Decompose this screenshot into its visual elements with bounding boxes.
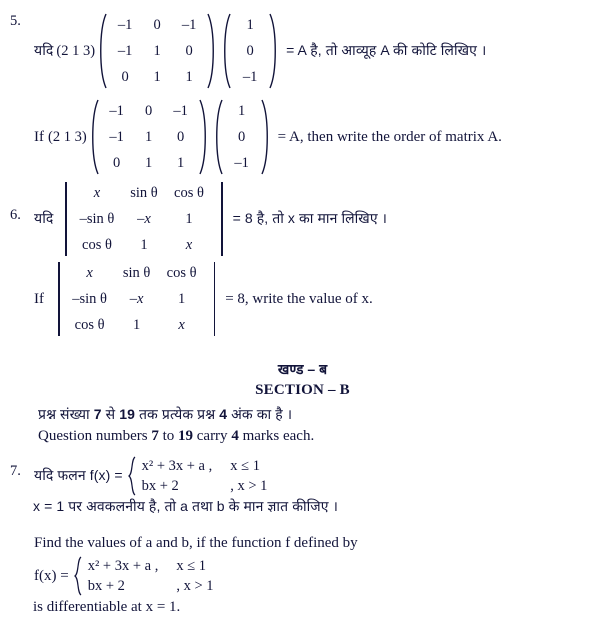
question-7-hindi-lead: यदि फलन f(x) = <box>34 467 123 484</box>
matrix-cell: –1 <box>234 154 249 171</box>
section-hindi-title: खण्ड – ब <box>277 361 328 377</box>
determinant-bar <box>221 182 223 256</box>
left-paren-icon <box>95 12 108 90</box>
determinant-cell: –x <box>129 290 144 307</box>
question-6-english-line <box>34 262 387 336</box>
question-7-english-piecewise <box>73 556 214 596</box>
matrix-cell: 0 <box>238 128 246 145</box>
question-7-number: 7. <box>10 463 21 479</box>
question-6-hindi-line <box>34 182 387 256</box>
case-expression: bx + 2 <box>87 577 125 594</box>
question-6-english-lead: If <box>34 290 44 307</box>
instruction-number: 4 <box>219 406 228 422</box>
instruction-text: to <box>158 428 178 444</box>
instruction-number: 7 <box>93 406 102 422</box>
instruction-text: Question numbers <box>38 428 152 444</box>
case-expression: x² + 3x + a , <box>141 457 213 474</box>
case-condition: x ≤ 1 <box>230 457 260 474</box>
instruction-number: 7 <box>151 428 159 444</box>
determinant-cell: 1 <box>177 290 186 307</box>
determinant-cell: x <box>178 316 185 333</box>
determinant-cell: cos θ <box>166 264 197 281</box>
determinant-cell: 1 <box>140 236 148 253</box>
matrix-cell: –1 <box>242 68 258 85</box>
matrix-cell: 1 <box>185 68 193 85</box>
instruction-text: carry <box>193 428 232 444</box>
determinant-cell: sin θ <box>130 184 158 201</box>
matrix-cell: 1 <box>153 42 161 59</box>
question-5-english-matrix3 <box>87 98 211 176</box>
question-7-english-line <box>34 556 358 596</box>
instruction-text: marks each. <box>238 428 315 444</box>
question-6-hindi-tail: = 8 है, तो x का मान लिखिए । <box>232 210 388 227</box>
matrix-cell: 0 <box>113 154 121 171</box>
question-7-english-intro: Find the values of a and b, if the function f defined by <box>34 534 358 551</box>
right-paren-icon <box>260 98 273 176</box>
matrix-cell: –1 <box>173 102 188 119</box>
matrix-cell: 0 <box>246 42 254 59</box>
piecewise-cases <box>136 456 268 496</box>
determinant-cells <box>66 260 204 338</box>
case-condition: x ≤ 1 <box>176 557 207 574</box>
determinant-cells <box>73 180 211 258</box>
left-paren-icon <box>211 98 224 176</box>
question-6-english-tail: = 8, write the value of x. <box>225 290 373 307</box>
matrix-cell: 0 <box>121 68 129 85</box>
determinant-cell: cos θ <box>82 236 112 253</box>
case-condition: , x > 1 <box>176 577 214 594</box>
question-5-hindi-row-vector: (2 1 3) <box>56 42 96 59</box>
matrix-cell: –1 <box>117 42 133 59</box>
question-6-body <box>34 182 387 336</box>
matrix-cell: 1 <box>177 154 185 171</box>
section-hindi-instruction <box>38 406 292 424</box>
question-5-body <box>34 12 502 176</box>
question-7-english-tail: is differentiable at x = 1. <box>33 598 181 615</box>
matrix-cell: 1 <box>145 154 153 171</box>
question-5 <box>0 12 502 176</box>
question-5-hindi-tail: = A है, तो आव्यूह A की कोटि लिखिए । <box>286 42 487 59</box>
instruction-text: से <box>101 406 120 422</box>
determinant-cell: 1 <box>185 210 193 227</box>
case-expression: x² + 3x + a , <box>87 557 159 574</box>
determinant-bar <box>58 262 60 336</box>
section-english-title: SECTION – B <box>255 382 350 398</box>
question-5-hindi-line <box>34 12 502 90</box>
question-5-hindi-matrix3 <box>95 12 219 90</box>
question-5-english-line <box>34 98 502 176</box>
matrix-cell: 0 <box>185 42 193 59</box>
question-6 <box>0 182 387 336</box>
matrix-cell: –1 <box>117 16 133 33</box>
matrix-cell: 1 <box>153 68 161 85</box>
determinant-cell: cos θ <box>174 184 204 201</box>
right-paren-icon <box>206 12 219 90</box>
determinant-cell: –sin θ <box>72 290 107 307</box>
instruction-number: 19 <box>119 406 135 422</box>
section-english-instruction <box>38 427 314 446</box>
question-7 <box>0 456 358 618</box>
question-7-hindi-line <box>34 456 358 496</box>
question-6-number: 6. <box>10 207 21 223</box>
question-5-hindi-column-vector <box>219 12 281 90</box>
instruction-number: 4 <box>231 428 239 444</box>
left-brace-icon <box>73 556 82 596</box>
instruction-text: अंक का है । <box>227 406 293 422</box>
question-5-english-tail: = A, then write the order of matrix A. <box>277 128 502 145</box>
question-7-hindi-piecewise <box>127 456 268 496</box>
question-5-hindi-lead: यदि <box>34 42 54 59</box>
left-brace-icon <box>127 456 136 496</box>
question-6-hindi-determinant <box>59 182 228 256</box>
left-paren-icon <box>219 12 232 90</box>
determinant-cell: –sin θ <box>79 210 115 227</box>
question-5-english-column-vector <box>211 98 273 176</box>
question-6-hindi-lead: यदि <box>34 210 54 227</box>
question-5-number: 5. <box>10 13 21 29</box>
matrix-cells <box>100 98 198 176</box>
determinant-cell: sin θ <box>122 264 151 281</box>
right-paren-icon <box>268 12 281 90</box>
determinant-cell: x <box>86 264 93 281</box>
question-6-english-determinant <box>52 262 221 336</box>
question-7-hindi-tail: x = 1 पर अवकलनीय है, तो a तथा b के मान ज्ञात कीजिए । <box>33 498 339 515</box>
matrix-cell: 0 <box>177 128 185 145</box>
determinant-cell: x <box>185 236 193 253</box>
column-cells <box>232 12 268 90</box>
left-paren-icon <box>87 98 100 176</box>
matrix-cell: 0 <box>153 16 161 33</box>
matrix-cell: –1 <box>109 128 124 145</box>
matrix-cell: 1 <box>238 102 246 119</box>
matrix-cell: –1 <box>181 16 197 33</box>
column-cells <box>224 98 260 176</box>
instruction-number: 19 <box>178 428 193 444</box>
matrix-cell: 0 <box>145 102 153 119</box>
case-condition: , x > 1 <box>230 477 268 494</box>
right-paren-icon <box>198 98 211 176</box>
matrix-cell: 1 <box>246 16 254 33</box>
piecewise-cases <box>82 556 214 596</box>
question-7-body <box>34 456 358 618</box>
determinant-cell: –x <box>137 210 151 227</box>
matrix-cell: 1 <box>145 128 153 145</box>
determinant-bar <box>65 182 67 256</box>
instruction-text: प्रश्न संख्या <box>38 406 94 422</box>
instruction-text: तक प्रत्येक प्रश्न <box>134 406 220 422</box>
determinant-bar <box>214 262 216 336</box>
case-expression: bx + 2 <box>141 477 179 494</box>
matrix-cell: –1 <box>109 102 124 119</box>
matrix-cells <box>108 12 206 90</box>
question-5-english-row-vector: (2 1 3) <box>48 128 87 145</box>
determinant-cell: cos θ <box>74 316 105 333</box>
question-5-english-lead: If <box>34 128 44 145</box>
question-7-english-lead: f(x) = <box>34 567 69 584</box>
determinant-cell: 1 <box>132 316 141 333</box>
determinant-cell: x <box>93 184 101 201</box>
